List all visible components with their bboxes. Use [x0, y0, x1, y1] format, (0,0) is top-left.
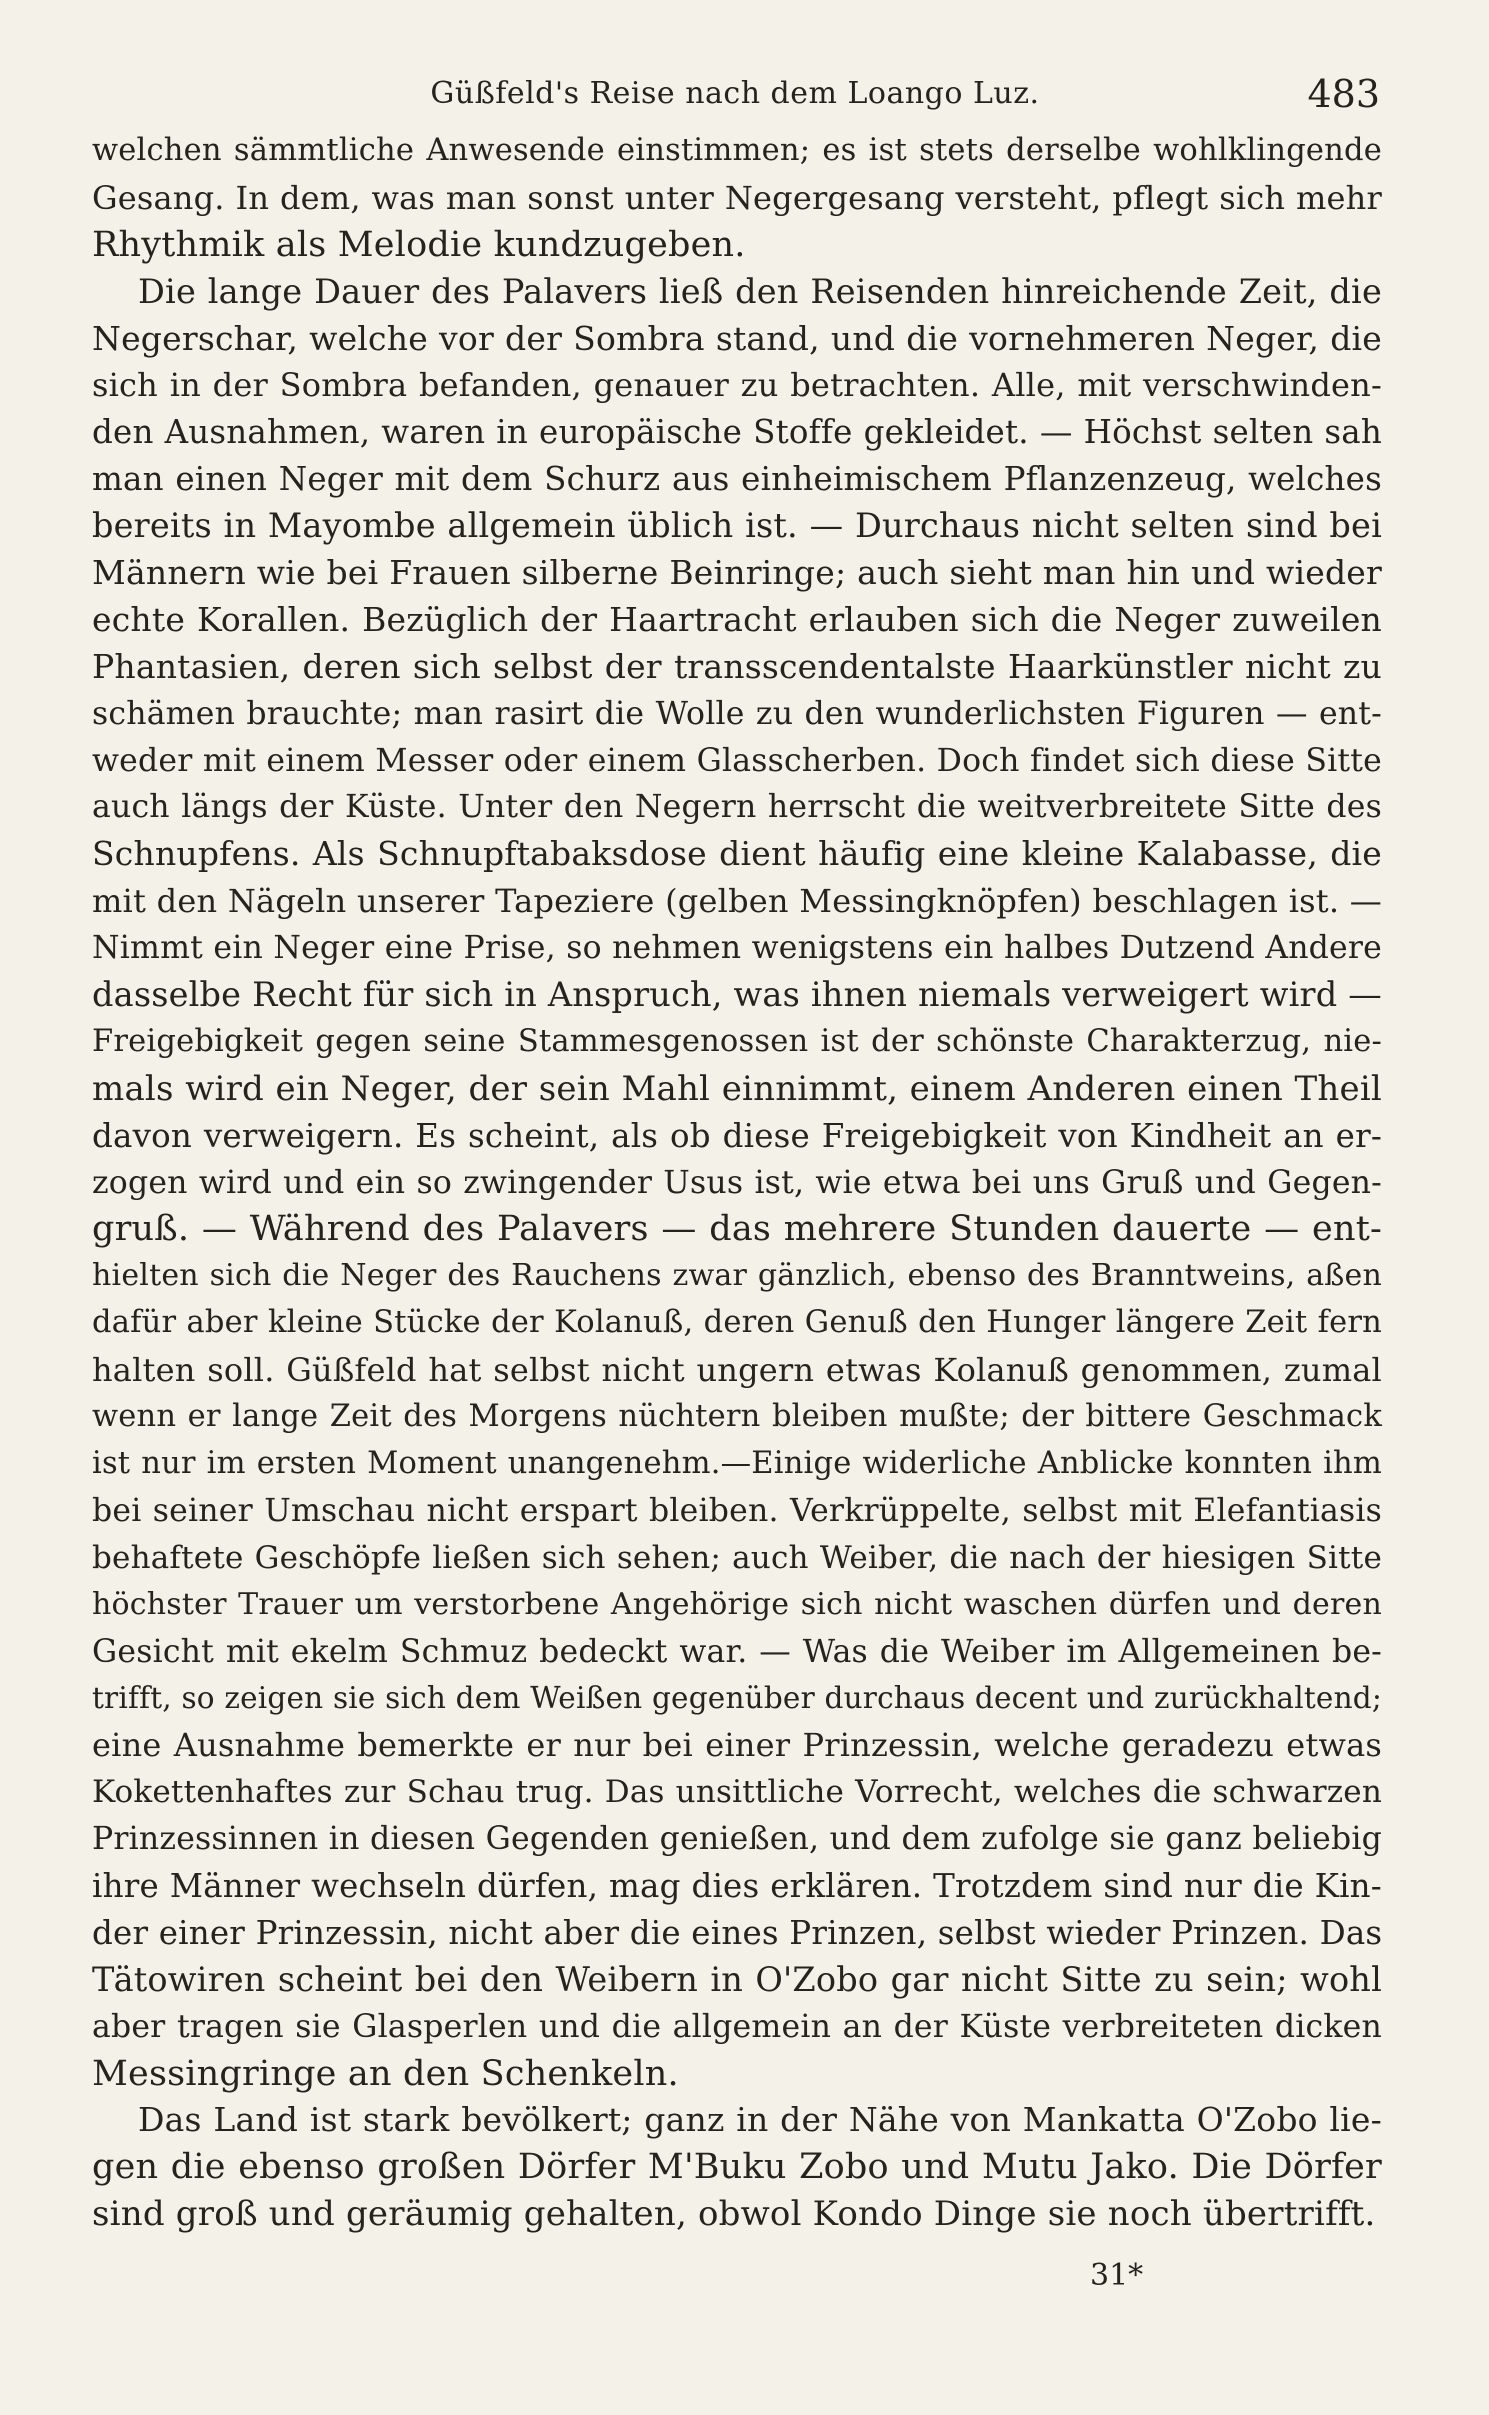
text-line: halten soll. Güßfeld hat selbst nicht ungern etwas Kolanuß genommen, zumal	[92, 1351, 1382, 1390]
text-line: Das Land ist stark bevölkert; ganz in der Nähe von Mankatta O'Zobo lie-	[138, 2100, 1382, 2140]
text-line: ist nur im ersten Moment unangenehm.—Einige widerliche Anblicke konnten ihm	[92, 1445, 1382, 1481]
body-text	[92, 128, 1382, 2238]
text-line: Phantasien, deren sich selbst der transscendentalste Haarkünstler nicht zu	[92, 646, 1382, 686]
text-line: höchster Trauer um verstorbene Angehörige sich nicht waschen dürfen und deren	[92, 1586, 1382, 1622]
text-line: dafür aber kleine Stücke der Kolanuß, deren Genuß den Hunger längere Zeit fern	[92, 1305, 1382, 1341]
running-title: Güßfeld's Reise nach dem Loango Luz.	[430, 76, 1040, 111]
text-line: behaftete Geschöpfe ließen sich sehen; auch Weiber, die nach der hiesigen Sitte	[92, 1539, 1382, 1576]
text-line: echte Korallen. Bezüglich der Haartracht erlauben sich die Neger zuweilen	[92, 599, 1382, 639]
page-header	[90, 72, 1380, 122]
page-number: 483	[1307, 72, 1380, 116]
text-line: Kokettenhaftes zur Schau trug. Das unsittliche Vorrecht, welches die schwarzen	[92, 1774, 1382, 1811]
text-line: bereits in Mayombe allgemein üblich ist. — Durchaus nicht selten sind bei	[92, 506, 1382, 546]
text-line: auch längs der Küste. Unter den Negern herrscht die weitverbreitete Sitte des	[92, 789, 1382, 826]
text-line: Negerschar, welche vor der Sombra stand, und die vornehmeren Neger, die	[92, 318, 1382, 358]
text-line: Messingringe an den Schenkeln.	[92, 2053, 679, 2094]
text-line: eine Ausnahme bemerkte er nur bei einer Prinzessin, welche geradezu etwas	[92, 1726, 1382, 1765]
text-line: aber tragen sie Glasperlen und die allgemein an der Küste verbreiteten dicken	[92, 2008, 1382, 2045]
text-line: Gesang. In dem, was man sonst unter Negergesang versteht, pflegt sich mehr	[92, 178, 1382, 217]
text-line: gruß. — Während des Palavers — das mehrere Stunden dauerte — ent-	[92, 1209, 1382, 1250]
text-line: bei seiner Umschau nicht erspart bleiben. Verkrüppelte, selbst mit Elefantiasis	[92, 1492, 1382, 1529]
text-line: gen die ebenso großen Dörfer M'Buku Zobo und Mutu Jako. Die Dörfer	[92, 2147, 1382, 2188]
text-line: Die lange Dauer des Palavers ließ den Reisenden hinreichende Zeit, die	[138, 271, 1382, 311]
text-line: den Ausnahmen, waren in europäische Stoffe gekleidet. — Höchst selten sah	[92, 413, 1382, 452]
text-line: Männern wie bei Frauen silberne Beinringe; auch sieht man hin und wieder	[92, 553, 1382, 593]
text-line: Rhythmik als Melodie kundzugeben.	[92, 224, 746, 265]
text-line: welchen sämmtliche Anwesende einstimmen; es ist stets derselbe wohlklingende	[92, 133, 1382, 168]
text-line: hielten sich die Neger des Rauchens zwar gänzlich, ebenso des Branntweins, aßen	[92, 1258, 1382, 1294]
text-line: zogen wird und ein so zwingender Usus ist, wie etwa bei uns Gruß und Gegen-	[92, 1164, 1382, 1201]
text-line: sind groß und geräumig gehalten, obwol Kondo Dinge sie noch übertrifft.	[92, 2194, 1376, 2235]
text-line: weder mit einem Messer oder einem Glasscherben. Doch findet sich diese Sitte	[92, 742, 1382, 779]
text-line: davon verweigern. Es scheint, als ob diese Freigebigkeit von Kindheit an er-	[92, 1116, 1382, 1155]
text-line: mals wird ein Neger, der sein Mahl einnimmt, einem Anderen einen Theil	[92, 1068, 1382, 1109]
text-line: Schnupfens. Als Schnupftabaksdose dient häufig eine kleine Kalabasse, die	[92, 834, 1382, 874]
text-line: mit den Nägeln unserer Tapeziere (gelben Messingknöpfen) beschlagen ist. —	[92, 882, 1382, 921]
text-line: Freigebigkeit gegen seine Stammesgenossen ist der schönste Charakterzug, nie-	[92, 1023, 1382, 1059]
text-line: der einer Prinzessin, nicht aber die eines Prinzen, selbst wieder Prinzen. Das	[92, 1913, 1383, 1952]
text-line: Gesicht mit ekelm Schmuz bedeckt war. — Was die Weiber im Allgemeinen be-	[92, 1633, 1382, 1670]
text-line: Nimmt ein Neger eine Prise, so nehmen wenigstens ein halbes Dutzend Andere	[92, 930, 1382, 967]
text-line: dasselbe Recht für sich in Anspruch, was ihnen niemals verweigert wird —	[92, 975, 1382, 1015]
text-line: ihre Männer wechseln dürfen, mag dies erklären. Trotzdem sind nur die Kin-	[92, 1866, 1382, 1905]
text-line: Prinzessinnen in diesen Gegenden genießen, und dem zufolge sie ganz beliebig	[92, 1821, 1382, 1858]
text-line: sich in der Sombra befanden, genauer zu betrachten. Alle, mit verschwinden-	[92, 366, 1382, 405]
text-line: schämen brauchte; man rasirt die Wolle zu den wunderlichsten Figuren — ent-	[92, 695, 1382, 732]
text-line: Tätowiren scheint bei den Weibern in O'Zobo gar nicht Sitte zu sein; wohl	[92, 1959, 1382, 1999]
text-line: wenn er lange Zeit des Morgens nüchtern bleiben mußte; der bittere Geschmack	[92, 1399, 1382, 1435]
text-line: man einen Neger mit dem Schurz aus einheimischem Pflanzenzeug, welches	[92, 460, 1382, 499]
text-line: trifft, so zeigen sie sich dem Weißen gegenüber durchaus decent und zurückhaltend;	[92, 1681, 1382, 1716]
printer-signature: 31*	[1090, 2258, 1144, 2293]
